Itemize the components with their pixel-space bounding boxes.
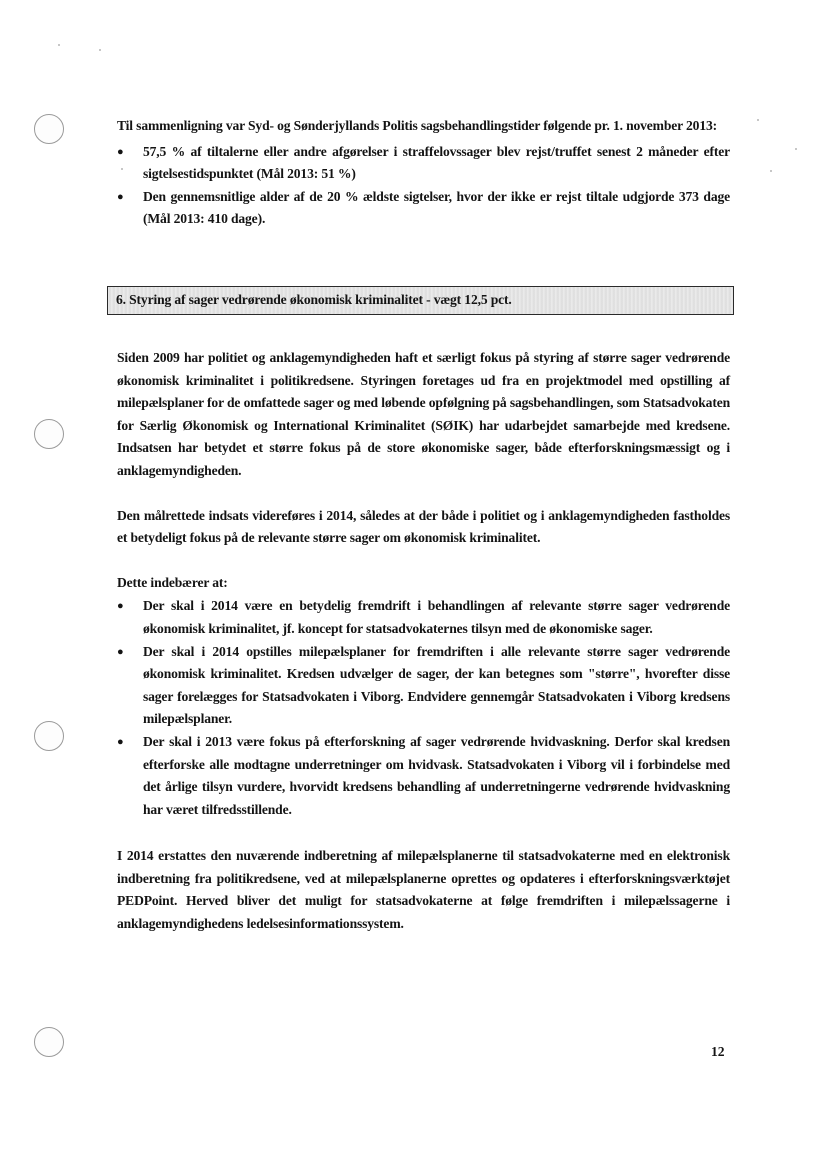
- body-bullet-list: [117, 595, 730, 821]
- list-item-text: Der skal i 2013 være fokus på efterforskning af sager vedrørende hvidvaskning. Derfor skal kredsen efterforske alle modtagne underretninger om hvidvask. Statsadvokaten i Viborg vil i forbindelse med det årlige tilsyn vurdere, hvorvidt kredsens behandling af underretningerne vedrørende hvidvaskning har været tilfredsstillende.: [143, 733, 730, 817]
- bullet-icon: ●: [117, 145, 124, 158]
- scan-speck: [770, 170, 772, 172]
- punch-hole: [34, 419, 64, 449]
- scan-speck: [58, 44, 60, 46]
- list-item-text: Den gennemsnitlige alder af de 20 % ældste sigtelser, hvor der ikke er rejst tiltale udgjorde 373 dage (Mål 2013: 410 dage).: [143, 188, 730, 227]
- bullet-icon: ●: [117, 645, 124, 658]
- bullet-icon: ●: [117, 600, 124, 613]
- scan-speck: [757, 119, 759, 121]
- body-block: [117, 347, 730, 936]
- list-item-text: Der skal i 2014 være en betydelig fremdrift i behandlingen af relevante større sager vedrørende økonomisk kriminalitet, jf. koncept for statsadvokaternes tilsyn med de økonomiske sager.: [143, 598, 730, 636]
- scan-speck: [795, 148, 797, 150]
- body-paragraph-1: Siden 2009 har politiet og anklagemyndigheden haft et særligt fokus på styring af større sager vedrørende økonomisk kriminalitet i politikredsene. Styringen foretages ud fra en projektmodel med opstilling af milepælsplaner for de omfattede sager og med løbende opfølgning på sagsbehandlingen, som Statsadvokaten for Særlig Økonomisk og International Kriminalitet (SØIK) har udarbejdet samarbejde med kredsene. Indsatsen har betydet et større fokus på de store økonomiske sager, både efterforskningsmæssigt og i anklagemyndigheden.: [117, 350, 730, 478]
- scan-speck: [99, 49, 101, 51]
- list-item: [117, 141, 730, 186]
- list-item: [117, 186, 730, 231]
- list-item: [117, 731, 730, 821]
- list-item: [117, 641, 730, 731]
- body-paragraph-3: I 2014 erstattes den nuværende indberetning af milepælsplanerne til statsadvokaterne med en elektronisk indberetning fra politikredsene, ved at milepælsplanerne oprettes og opdateres i efterforskningsværktøjet PEDPoint. Herved bliver det muligt for statsadvokaterne at følge fremdriften i milepælssagerne i anklagemyndighedens ledelsesinformationssystem.: [117, 848, 730, 932]
- section-heading: 6. Styring af sager vedrørende økonomisk kriminalitet - vægt 12,5 pct.: [116, 292, 512, 307]
- list-item: [117, 595, 730, 640]
- intro-paragraph: Til sammenligning var Syd- og Sønderjyllands Politis sagsbehandlingstider følgende pr. 1. november 2013:: [117, 118, 717, 133]
- list-item-text: 57,5 % af tiltalerne eller andre afgørelser i straffelovssager blev rejst/truffet senest 2 måneder efter sigtelsestidspunktet (Mål 2013: 51 %): [143, 143, 730, 182]
- intro-block: [117, 115, 730, 231]
- punch-hole: [34, 114, 64, 144]
- section-heading-box: [107, 286, 734, 315]
- bullet-icon: ●: [117, 735, 124, 748]
- body-paragraph-2: Den målrettede indsats videreføres i 2014, således at der både i politiet og i anklagemyndigheden fastholdes et betydeligt fokus på de relevante større sager om økonomisk kriminalitet.: [117, 507, 730, 546]
- punch-hole: [34, 721, 64, 751]
- page-number: 12: [711, 1044, 725, 1059]
- list-item-text: Der skal i 2014 opstilles milepælsplaner for fremdriften i alle relevante større sager vedrørende økonomisk kriminalitet. Kredsen udvælger de sager, der kan betegnes som "større", hvorefter disse sager forelægges for Statsadvokaten i Viborg. Endvidere gennemgår Statsadvokaten i Viborg kredsens milepælsplaner.: [143, 643, 730, 727]
- punch-hole: [34, 1027, 64, 1057]
- bullet-icon: ●: [117, 190, 124, 203]
- intro-bullet-list: [117, 141, 730, 231]
- list-intro: Dette indebærer at:: [117, 574, 228, 590]
